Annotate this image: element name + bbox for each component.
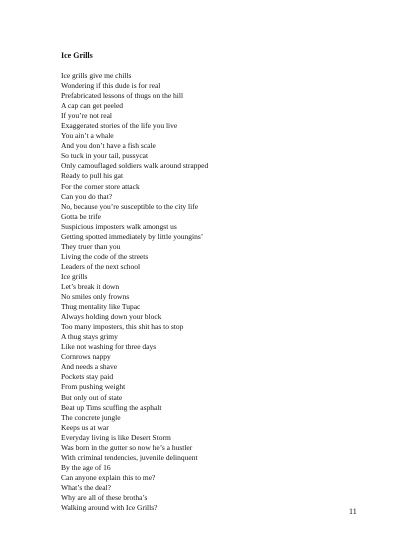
page-number: 11	[349, 507, 357, 516]
poem-line: No, because you’re susceptible to the city life	[61, 201, 199, 211]
poem-line: Like not washing for three days	[61, 342, 157, 352]
poem-line: By the age of 16	[61, 462, 111, 472]
poem-line: Living the code of the streets	[61, 251, 149, 261]
poem-line: And needs a shave	[61, 362, 118, 372]
poem-line: But only out of state	[61, 392, 123, 402]
poem-line: A thug stays grimy	[61, 332, 118, 342]
poem-line: Keeps us at war	[61, 422, 109, 432]
poem-line: Gotta be trife	[61, 211, 101, 221]
poem-line: The concrete jungle	[61, 412, 121, 422]
poem-line: Can you do that?	[61, 191, 113, 201]
poem-line: Exaggerated stories of the life you live	[61, 121, 178, 131]
poem-line: If you’re not real	[61, 111, 113, 121]
poem-line: Suspicious imposters walk amongst us	[61, 221, 177, 231]
poem-line: Ready to pull his gat	[61, 171, 124, 181]
poem-line: Prefabricated lessons of thugs on the hill	[61, 91, 184, 101]
poem-line: Ice grills	[61, 271, 88, 281]
poem-line: Ice grills give me chills	[61, 71, 132, 80]
poem-line: So tuck in your tail, pussycat	[61, 151, 149, 161]
poem-line: Can anyone explain this to me?	[61, 472, 156, 482]
poem-title: Ice Grills	[61, 51, 93, 60]
poem-body	[61, 71, 381, 513]
poem-line: You ain’t a whale	[61, 131, 114, 141]
poem-line: And you don’t have a fish scale	[61, 141, 156, 151]
poem-line: Only camouflaged soldiers walk around strapped	[61, 161, 209, 171]
poem-line: Walking around with Ice Grills?	[61, 503, 158, 513]
poem-line: Wondering if this dude is for real	[61, 81, 161, 91]
poem-line: What’s the deal?	[61, 482, 111, 492]
poem-line: Too many imposters, this shit has to stop	[61, 322, 184, 332]
poem-line: Thug mentality like Tupac	[61, 302, 141, 312]
poem-line: Let’s break it down	[61, 281, 120, 291]
poem-line: Getting spotted immediately by little youngins’	[61, 231, 204, 241]
poem-line: Cornrows nappy	[61, 352, 111, 362]
poem-line: They truer than you	[61, 241, 121, 251]
poem-line: Everyday living is like Desert Storm	[61, 432, 171, 442]
poem-line: Pockets stay paid	[61, 372, 114, 382]
poem-line: Always holding down your block	[61, 312, 162, 322]
poem-line: Why are all of these brotha’s	[61, 492, 148, 502]
poem-line: With criminal tendencies, juvenile delinquent	[61, 452, 198, 462]
poem-line: Beat up Tims scuffing the asphalt	[61, 402, 162, 412]
poem-line: For the corner store attack	[61, 181, 140, 191]
poem-line: A cap can get peeled	[61, 101, 124, 111]
poem-line: No smiles only frowns	[61, 292, 130, 302]
poem-line: From pushing weight	[61, 382, 126, 392]
poem-line: Leaders of the next school	[61, 261, 141, 271]
poem-line: Was born in the gutter so now he’s a hustler	[61, 442, 193, 452]
